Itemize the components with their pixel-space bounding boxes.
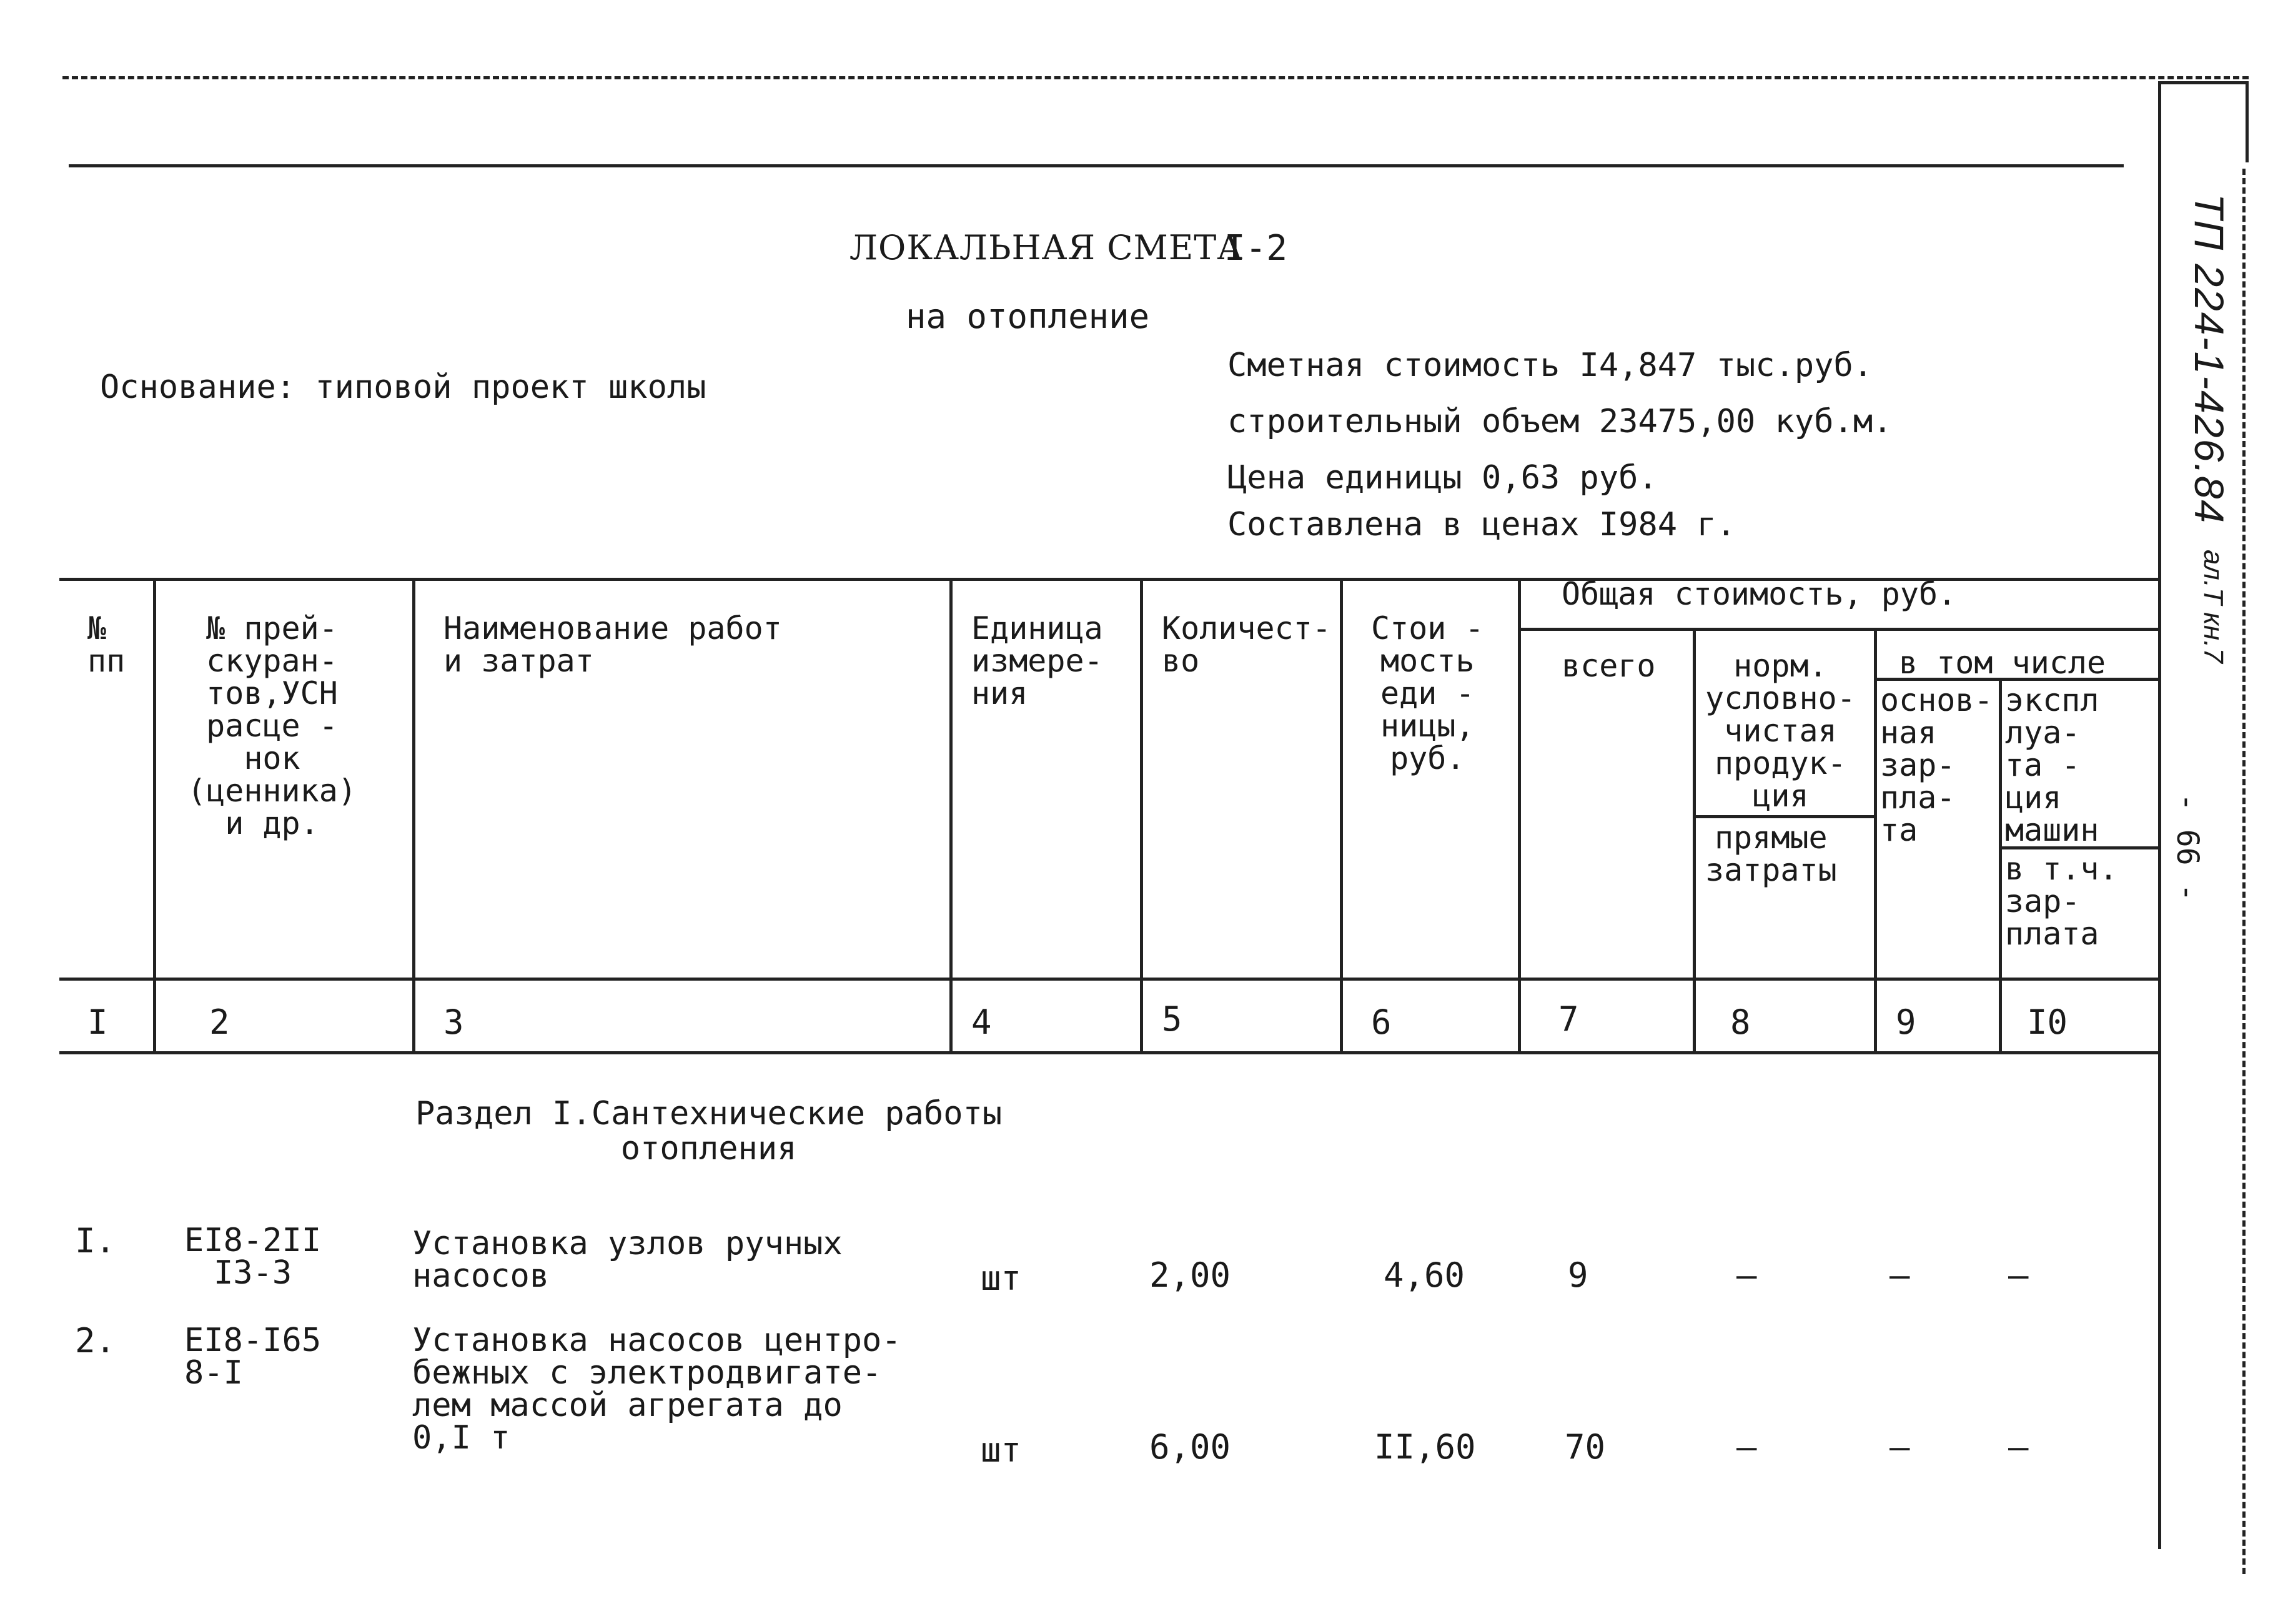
header-col1: № пп — [87, 610, 126, 679]
header-col10-bottom: в т.ч. зар- плата — [2005, 851, 2118, 952]
prices-year-line: Составлена в ценах I984 г. — [1227, 506, 1736, 543]
column-number: 5 — [1162, 999, 1182, 1039]
row-col8: – — [1736, 1427, 1757, 1467]
column-number: 4 — [971, 1003, 992, 1042]
row-name: Установка насосов центро- бежных с электродвигате- лем массой агрегата до 0,I т — [412, 1322, 901, 1457]
header-col4: Единица измере- ния — [971, 610, 1103, 711]
header-bottom-line — [59, 978, 2161, 981]
header-col3: Наименование работ и затрат — [443, 610, 782, 679]
numbers-bottom-line — [59, 1051, 2161, 1054]
estimate-number: I-2 — [1224, 228, 1288, 269]
column-number: 2 — [209, 1003, 230, 1042]
col-divider-3 — [949, 578, 953, 1052]
frame-right-outer — [2246, 81, 2249, 162]
row-col10: – — [2008, 1427, 2029, 1467]
cost-line: Сметная стоимость I4,847 тыс.руб. — [1227, 347, 1873, 384]
document-title: ЛОКАЛЬНАЯ СМЕТА — [849, 228, 1244, 267]
row-qty: 6,00 — [1149, 1427, 1231, 1467]
row-unit: шт — [981, 1430, 1022, 1470]
row-name: Установка узлов ручных насосов — [412, 1225, 843, 1295]
header-col9: основ- ная зар- пла- та — [1880, 682, 1993, 848]
row-code: ЕI8-I65 8-I — [184, 1322, 322, 1392]
volume-line: строительный объем 23475,00 куб.м. — [1227, 403, 1893, 440]
header-col8-top: норм. условно- чистая продук- ция — [1705, 648, 1856, 814]
row-code: ЕI8-2II I3-3 — [184, 1222, 322, 1292]
column-number: I0 — [2027, 1003, 2068, 1042]
row-col9: – — [1889, 1427, 1910, 1467]
total-group-line — [1518, 628, 2161, 631]
section-title: Раздел I.Сантехнические работы отопления — [415, 1095, 1003, 1167]
row-unit-cost: 4,60 — [1384, 1255, 1465, 1295]
top-dashed-rule — [62, 76, 2249, 79]
header-col2: № прей- скуран- тов,УСН расце - нок (ценника) и др. — [187, 610, 357, 841]
row-col9: – — [1889, 1255, 1910, 1295]
col-divider-5 — [1340, 578, 1343, 1052]
basis-text: Основание: типовой проект школы — [100, 369, 706, 406]
column-number: I — [87, 1003, 108, 1042]
row-col8: – — [1736, 1255, 1757, 1295]
column-number: 8 — [1730, 1003, 1751, 1042]
col8-split-line — [1693, 815, 1874, 818]
col-divider-2 — [412, 578, 415, 1052]
column-number: 3 — [443, 1003, 464, 1042]
row-number: 2. — [75, 1321, 116, 1360]
header-col5: Количест- во — [1162, 610, 1331, 679]
unit-price-line: Цена единицы 0,63 руб. — [1227, 459, 1658, 497]
header-incl-group: в том числе — [1899, 645, 2106, 681]
row-total: 70 — [1565, 1427, 1606, 1467]
top-solid-rule — [69, 164, 2124, 167]
frame-right-border — [2158, 81, 2161, 1549]
row-total: 9 — [1568, 1255, 1588, 1295]
frame-top-right — [2158, 81, 2249, 84]
header-col7: всего — [1562, 648, 1656, 684]
document-subtitle: на отопление — [906, 297, 1150, 336]
column-number: 7 — [1558, 999, 1579, 1039]
row-number: I. — [75, 1221, 116, 1260]
header-col10-top: экспл луа- та - ция машин — [2005, 682, 2099, 848]
project-code-stamp: ТП 224-1-426.84 — [2186, 194, 2232, 525]
col-divider-9 — [1999, 678, 2002, 1052]
row-qty: 2,00 — [1149, 1255, 1231, 1295]
margin-dashed-line — [2242, 169, 2246, 1574]
col-divider-4 — [1140, 578, 1143, 1052]
column-number: 6 — [1371, 1003, 1392, 1042]
row-col10: – — [2008, 1255, 2029, 1295]
header-total-group: Общая стоимость, руб. — [1562, 576, 1957, 612]
header-col8-bottom: прямые затраты — [1705, 819, 1837, 888]
col-divider-6 — [1518, 578, 1521, 1052]
col-divider-8 — [1874, 628, 1877, 1052]
row-unit-cost: II,60 — [1374, 1427, 1476, 1467]
col-divider-1 — [153, 578, 156, 1052]
header-col6: Стои - мость еди - ницы, руб. — [1371, 610, 1484, 776]
col-divider-7 — [1693, 628, 1696, 1052]
row-unit: шт — [981, 1259, 1022, 1298]
page-number: - 66 - — [2170, 793, 2205, 902]
column-number: 9 — [1896, 1003, 1916, 1042]
album-stamp: ал.Т кн.7 — [2198, 550, 2229, 663]
